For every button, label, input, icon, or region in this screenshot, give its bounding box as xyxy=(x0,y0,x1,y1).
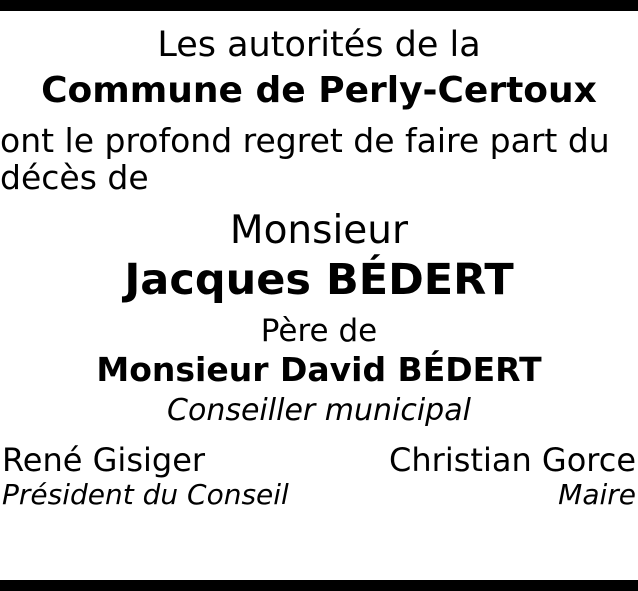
bottom-rule xyxy=(0,580,638,591)
signatories xyxy=(0,440,638,511)
signatory-right xyxy=(389,440,636,511)
organization-name: Commune de Perly-Certoux xyxy=(41,70,597,111)
deceased-name: Jacques BÉDERT xyxy=(124,254,514,305)
top-rule xyxy=(0,0,638,11)
signatory-left-title: Président du Conseil xyxy=(2,477,289,511)
relative-name: Monsieur David BÉDERT xyxy=(96,349,542,389)
signatory-left-name: René Gisiger xyxy=(2,440,206,479)
honorific: Monsieur xyxy=(229,207,409,253)
signatory-right-name: Christian Gorce xyxy=(389,440,636,479)
signatory-right-title: Maire xyxy=(558,477,636,511)
notice-body xyxy=(0,11,638,580)
relation-label: Père de xyxy=(260,312,378,349)
regret-text: ont le profond regret de faire part du décès de xyxy=(0,121,610,197)
relative-role: Conseiller municipal xyxy=(167,392,471,428)
signatory-left xyxy=(2,440,289,511)
intro-line: Les autorités de la xyxy=(157,25,481,65)
